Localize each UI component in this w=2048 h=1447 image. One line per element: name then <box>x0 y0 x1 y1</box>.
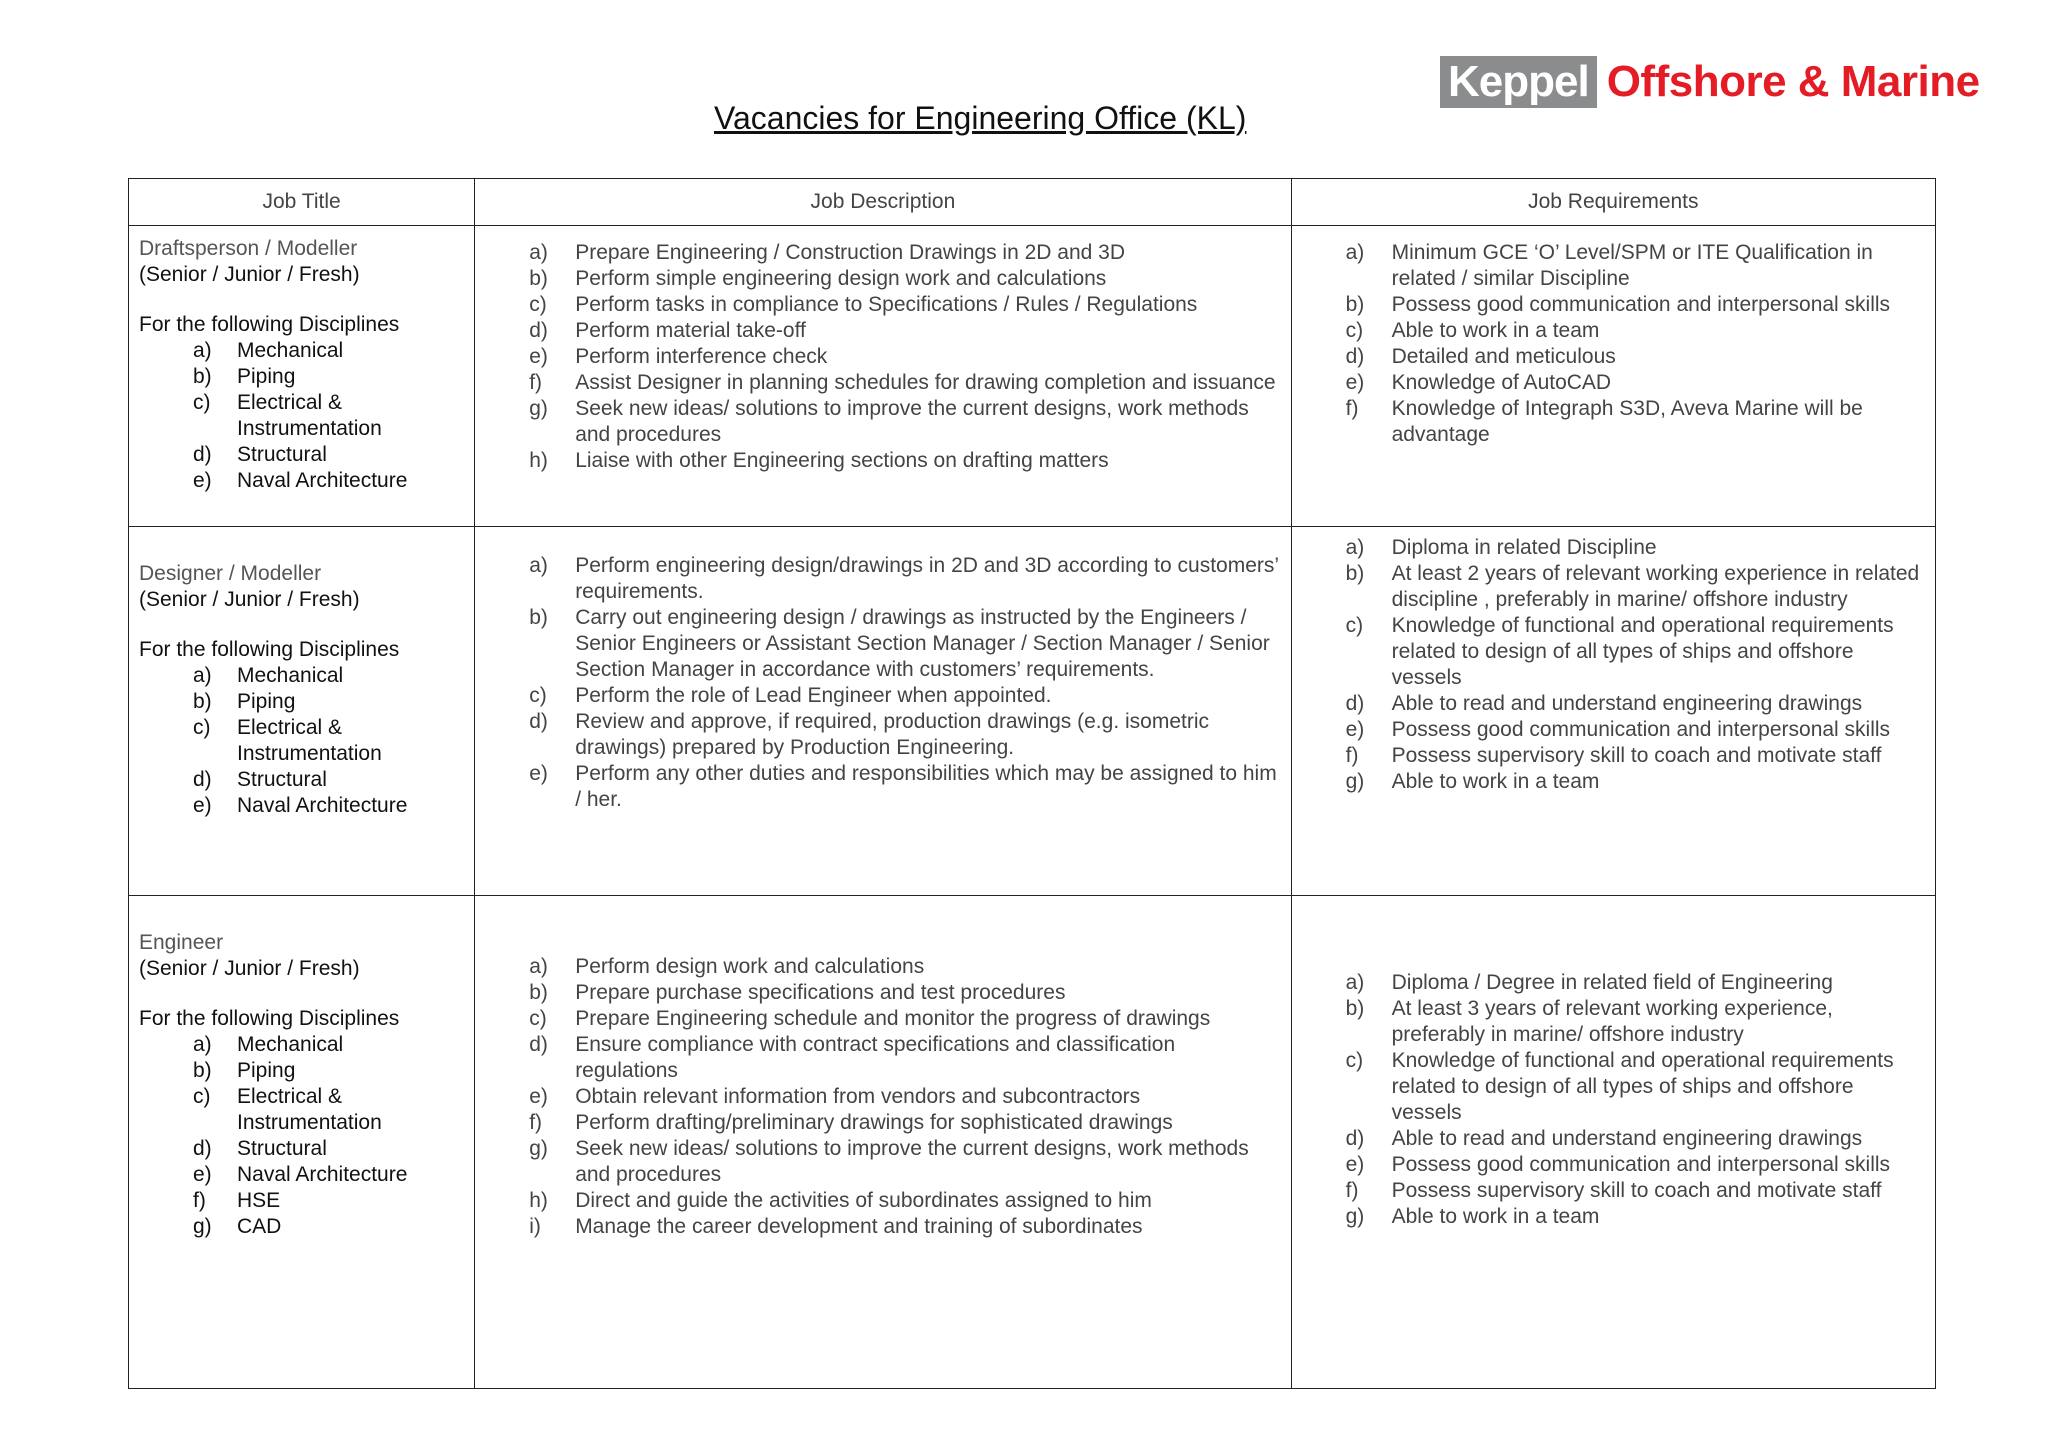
item-text: Electrical & Instrumentation <box>237 391 382 440</box>
item-label: d) <box>1345 345 1365 368</box>
item-text: Naval Architecture <box>237 794 408 817</box>
item-label: a) <box>1345 536 1365 559</box>
item-text: Prepare Engineering schedule and monitor the progress of drawings <box>575 1007 1211 1030</box>
item-label: f) <box>529 1111 543 1134</box>
item-text: Piping <box>237 690 296 713</box>
discipline-item <box>139 1032 464 1058</box>
item-label: a) <box>1345 241 1365 264</box>
requirement-item <box>1346 996 1927 1048</box>
job-requirements-cell <box>1291 527 1935 896</box>
job-requirements-cell <box>1291 226 1935 527</box>
requirement-item <box>1346 240 1927 292</box>
job-name: Draftsperson / Modeller <box>139 237 358 260</box>
item-text: Obtain relevant information from vendors and subcontractors <box>575 1085 1141 1108</box>
item-text: Knowledge of AutoCAD <box>1391 371 1612 394</box>
item-label: f) <box>1345 744 1359 767</box>
item-label: e) <box>193 794 212 817</box>
description-item <box>529 683 1282 709</box>
item-text: Mechanical <box>237 339 344 362</box>
item-label: c) <box>193 1085 211 1108</box>
item-label: e) <box>529 762 548 785</box>
item-label: b) <box>529 606 548 629</box>
item-label: d) <box>529 710 548 733</box>
item-text: Naval Architecture <box>237 1163 408 1186</box>
discipline-item <box>139 1162 464 1188</box>
item-label: a) <box>193 339 212 362</box>
disciplines-list <box>139 338 464 494</box>
job-title-cell <box>129 896 475 1389</box>
item-text: Liaise with other Engineering sections on drafting matters <box>575 449 1109 472</box>
item-text: Prepare Engineering / Construction Drawings in 2D and 3D <box>575 241 1125 264</box>
requirement-item <box>1346 318 1927 344</box>
job-level: (Senior / Junior / Fresh) <box>139 263 360 286</box>
requirement-item <box>1346 535 1927 561</box>
item-label: b) <box>1345 562 1365 585</box>
description-item <box>529 318 1282 344</box>
descriptions-list <box>529 553 1282 813</box>
item-label: b) <box>193 365 212 388</box>
item-text: Diploma in related Discipline <box>1391 536 1657 559</box>
item-text: Perform the role of Lead Engineer when appointed. <box>575 684 1052 707</box>
discipline-item <box>139 1058 464 1084</box>
item-label: a) <box>193 1033 212 1056</box>
item-text: Possess supervisory skill to coach and motivate staff <box>1391 744 1882 767</box>
item-label: f) <box>529 371 543 394</box>
description-item <box>529 344 1282 370</box>
description-item <box>529 553 1282 605</box>
item-text: Able to read and understand engineering drawings <box>1391 1127 1863 1150</box>
item-text: Detailed and meticulous <box>1391 345 1616 368</box>
requirement-item <box>1346 561 1927 613</box>
description-item <box>529 1084 1282 1110</box>
requirement-item <box>1346 970 1927 996</box>
item-text: Minimum GCE ‘O’ Level/SPM or ITE Qualification in related / similar Discipline <box>1391 241 1873 290</box>
item-label: g) <box>1345 1205 1365 1228</box>
item-label: d) <box>193 768 212 791</box>
item-label: c) <box>1345 614 1364 637</box>
requirement-item <box>1346 1178 1927 1204</box>
job-name: Engineer <box>139 931 224 954</box>
requirement-item <box>1346 613 1927 691</box>
item-text: Possess good communication and interpersonal skills <box>1391 293 1891 316</box>
item-text: Knowledge of functional and operational requirements related to design of all types of ships and offshore vessels <box>1391 614 1894 689</box>
description-item <box>529 1188 1282 1214</box>
item-text: Piping <box>237 1059 296 1082</box>
item-label: b) <box>193 1059 212 1082</box>
item-text: Assist Designer in planning schedules for drawing completion and issuance <box>575 371 1276 394</box>
item-label: d) <box>1345 692 1365 715</box>
job-level: (Senior / Junior / Fresh) <box>139 957 360 980</box>
item-label: c) <box>529 684 547 707</box>
item-text: Possess good communication and interpersonal skills <box>1391 718 1891 741</box>
item-text: Possess supervisory skill to coach and motivate staff <box>1391 1179 1882 1202</box>
item-label: f) <box>1345 1179 1359 1202</box>
item-label: e) <box>193 469 212 492</box>
requirement-item <box>1346 1126 1927 1152</box>
logo-division: Offshore & Marine <box>1606 57 1980 106</box>
header-job-requirements: Job Requirements <box>1291 179 1935 226</box>
item-text: Prepare purchase specifications and test procedures <box>575 981 1066 1004</box>
item-text: CAD <box>237 1215 282 1238</box>
description-item <box>529 1214 1282 1240</box>
description-item <box>529 266 1282 292</box>
job-level: (Senior / Junior / Fresh) <box>139 588 360 611</box>
item-text: Electrical & Instrumentation <box>237 716 382 765</box>
item-text: Perform interference check <box>575 345 828 368</box>
item-text: Direct and guide the activities of subordinates assigned to him <box>575 1189 1152 1212</box>
description-item <box>529 980 1282 1006</box>
requirement-item <box>1346 691 1927 717</box>
requirement-item <box>1346 717 1927 743</box>
item-text: Piping <box>237 365 296 388</box>
description-item <box>529 448 1282 474</box>
item-label: g) <box>529 1137 548 1160</box>
item-label: a) <box>1345 971 1365 994</box>
description-item <box>529 761 1282 813</box>
item-label: d) <box>1345 1127 1365 1150</box>
item-label: d) <box>193 443 212 466</box>
table-row <box>129 527 1936 896</box>
item-text: Seek new ideas/ solutions to improve the current designs, work methods and procedures <box>575 397 1249 446</box>
item-text: At least 3 years of relevant working experience, preferably in marine/ offshore industry <box>1391 997 1833 1046</box>
item-label: g) <box>1345 770 1365 793</box>
job-title-cell <box>129 527 475 896</box>
discipline-item <box>139 1136 464 1162</box>
item-text: Mechanical <box>237 1033 344 1056</box>
item-text: Mechanical <box>237 664 344 687</box>
disciplines-list <box>139 663 464 819</box>
table-row <box>129 896 1936 1389</box>
item-text: Structural <box>237 443 327 466</box>
requirements-list <box>1346 970 1927 1230</box>
description-item <box>529 1006 1282 1032</box>
item-label: e) <box>1345 1153 1365 1176</box>
item-label: b) <box>529 267 548 290</box>
header-job-title: Job Title <box>129 179 475 226</box>
item-text: Perform material take-off <box>575 319 806 342</box>
description-item <box>529 709 1282 761</box>
item-label: d) <box>193 1137 212 1160</box>
descriptions-list <box>529 954 1282 1240</box>
item-label: a) <box>529 241 548 264</box>
item-label: g) <box>529 397 548 420</box>
item-label: b) <box>193 690 212 713</box>
discipline-item <box>139 390 464 442</box>
description-item <box>529 292 1282 318</box>
item-text: Seek new ideas/ solutions to improve the current designs, work methods and procedures <box>575 1137 1249 1186</box>
table-row <box>129 226 1936 527</box>
description-item <box>529 396 1282 448</box>
requirement-item <box>1346 396 1927 448</box>
disciplines-list <box>139 1032 464 1240</box>
item-text: Able to work in a team <box>1391 770 1600 793</box>
item-label: e) <box>1345 371 1365 394</box>
description-item <box>529 954 1282 980</box>
item-label: c) <box>529 1007 547 1030</box>
descriptions-list <box>529 240 1282 474</box>
requirement-item <box>1346 1152 1927 1178</box>
discipline-item <box>139 364 464 390</box>
item-text: At least 2 years of relevant working experience in related discipline , preferably in marine/ offshore industry <box>1391 562 1920 611</box>
item-label: f) <box>193 1189 206 1212</box>
discipline-item <box>139 442 464 468</box>
item-label: d) <box>529 319 548 342</box>
requirement-item <box>1346 1204 1927 1230</box>
item-label: e) <box>529 345 548 368</box>
description-item <box>529 240 1282 266</box>
logo-brand: Keppel <box>1440 56 1597 108</box>
item-text: Structural <box>237 1137 327 1160</box>
page-title: Vacancies for Engineering Office (KL) <box>714 100 1247 136</box>
discipline-item <box>139 767 464 793</box>
item-text: Perform simple engineering design work and calculations <box>575 267 1107 290</box>
item-text: Review and approve, if required, production drawings (e.g. isometric drawings) prepared by Production Engineering. <box>575 710 1210 759</box>
item-text: Carry out engineering design / drawings as instructed by the Engineers / Senior Engineers or Assistant Section Manager / Section Manager / Senior Section Manager in accordance with customers’ requirements. <box>575 606 1270 681</box>
requirement-item <box>1346 1048 1927 1126</box>
item-text: Diploma / Degree in related field of Engineering <box>1391 971 1833 994</box>
item-text: Able to work in a team <box>1391 1205 1600 1228</box>
item-label: e) <box>529 1085 548 1108</box>
item-label: d) <box>529 1033 548 1056</box>
description-item <box>529 370 1282 396</box>
disciplines-heading: For the following Disciplines <box>139 638 400 661</box>
requirement-item <box>1346 344 1927 370</box>
item-label: h) <box>529 449 548 472</box>
job-name: Designer / Modeller <box>139 562 322 585</box>
description-item <box>529 605 1282 683</box>
header-job-description: Job Description <box>475 179 1291 226</box>
disciplines-heading: For the following Disciplines <box>139 1007 400 1030</box>
discipline-item <box>139 1214 464 1240</box>
item-text: Structural <box>237 768 327 791</box>
discipline-item <box>139 338 464 364</box>
item-text: Manage the career development and training of subordinates <box>575 1215 1143 1238</box>
item-label: a) <box>529 554 548 577</box>
requirement-item <box>1346 743 1927 769</box>
item-label: b) <box>1345 293 1365 316</box>
item-label: b) <box>1345 997 1365 1020</box>
discipline-item <box>139 689 464 715</box>
item-label: c) <box>1345 319 1364 342</box>
item-text: Ensure compliance with contract specifications and classification regulations <box>575 1033 1176 1082</box>
job-requirements-cell <box>1291 896 1935 1389</box>
table-header-row <box>129 179 1936 226</box>
item-label: c) <box>529 293 547 316</box>
item-label: e) <box>1345 718 1365 741</box>
discipline-item <box>139 468 464 494</box>
item-label: g) <box>193 1215 212 1238</box>
item-label: h) <box>529 1189 548 1212</box>
discipline-item <box>139 1084 464 1136</box>
requirement-item <box>1346 370 1927 396</box>
item-text: Perform design work and calculations <box>575 955 925 978</box>
discipline-item <box>139 663 464 689</box>
description-item <box>529 1110 1282 1136</box>
job-title-cell <box>129 226 475 527</box>
item-text: Able to read and understand engineering drawings <box>1391 692 1863 715</box>
job-description-cell <box>475 527 1291 896</box>
description-item <box>529 1136 1282 1188</box>
requirement-item <box>1346 292 1927 318</box>
keppel-logo <box>1440 56 1980 108</box>
disciplines-heading: For the following Disciplines <box>139 313 400 336</box>
item-label: i) <box>529 1215 541 1238</box>
item-text: Perform any other duties and responsibilities which may be assigned to him / her. <box>575 762 1277 811</box>
item-text: HSE <box>237 1189 281 1212</box>
item-label: a) <box>193 664 212 687</box>
item-text: Possess good communication and interpersonal skills <box>1391 1153 1891 1176</box>
item-label: f) <box>1345 397 1359 420</box>
item-label: e) <box>193 1163 212 1186</box>
discipline-item <box>139 1188 464 1214</box>
item-text: Perform drafting/preliminary drawings for sophisticated drawings <box>575 1111 1173 1134</box>
item-label: c) <box>1345 1049 1364 1072</box>
requirements-list <box>1346 240 1927 448</box>
requirement-item <box>1346 769 1927 795</box>
item-text: Knowledge of Integraph S3D, Aveva Marine will be advantage <box>1391 397 1863 446</box>
item-text: Knowledge of functional and operational requirements related to design of all types of ships and offshore vessels <box>1391 1049 1894 1124</box>
job-description-cell <box>475 226 1291 527</box>
description-item <box>529 1032 1282 1084</box>
item-label: c) <box>193 391 211 414</box>
vacancies-table <box>128 178 1936 1389</box>
requirements-list <box>1346 535 1927 795</box>
discipline-item <box>139 793 464 819</box>
item-text: Perform tasks in compliance to Specifications / Rules / Regulations <box>575 293 1198 316</box>
item-text: Electrical & Instrumentation <box>237 1085 382 1134</box>
item-label: c) <box>193 716 211 739</box>
item-text: Naval Architecture <box>237 469 408 492</box>
item-label: b) <box>529 981 548 1004</box>
item-text: Perform engineering design/drawings in 2D and 3D according to customers’ requirements. <box>575 554 1279 603</box>
discipline-item <box>139 715 464 767</box>
job-description-cell <box>475 896 1291 1389</box>
item-text: Able to work in a team <box>1391 319 1600 342</box>
item-label: a) <box>529 955 548 978</box>
